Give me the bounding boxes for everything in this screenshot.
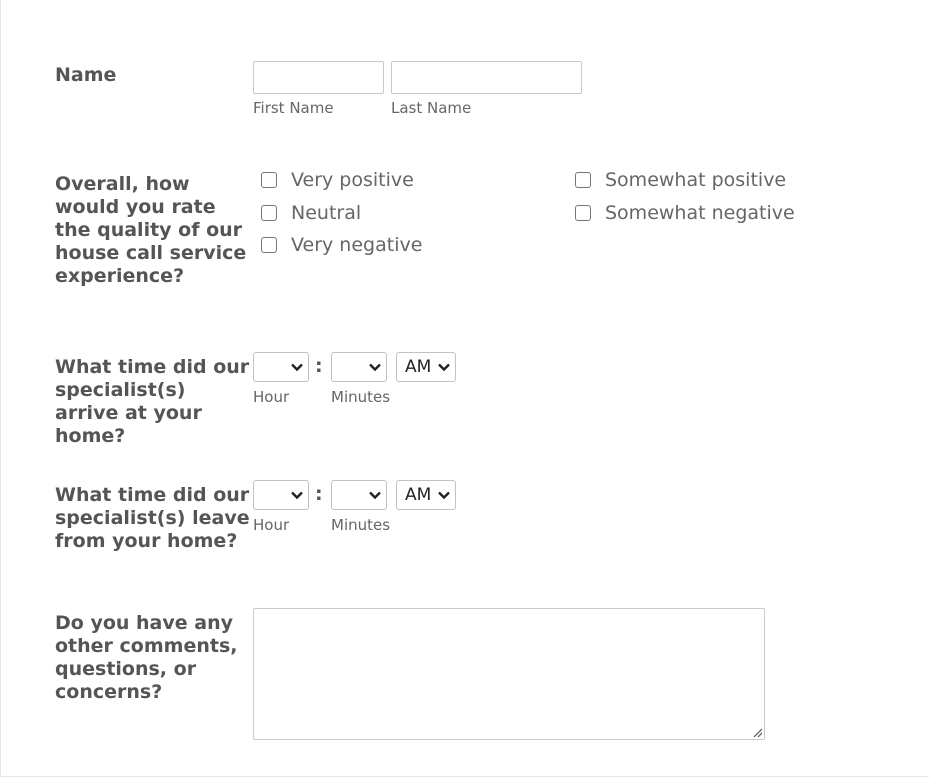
time-separator: : bbox=[315, 355, 323, 377]
arrival-ampm-select[interactable] bbox=[396, 352, 456, 382]
option-label: Neutral bbox=[291, 202, 362, 224]
arrival-minutes-sublabel: Minutes bbox=[331, 388, 391, 406]
checkbox[interactable] bbox=[575, 172, 591, 188]
rating-question-label: Overall, how would you rate the quality of our house call service experience? bbox=[55, 173, 247, 287]
checkbox[interactable] bbox=[261, 205, 277, 221]
chevron-down-icon bbox=[290, 360, 304, 374]
time-separator: : bbox=[315, 483, 323, 505]
arrival-time-label: What time did our specialist(s) arrive at your home? bbox=[55, 356, 250, 447]
first-name-sublabel: First Name bbox=[253, 99, 334, 117]
option-neutral[interactable] bbox=[261, 201, 361, 225]
checkbox[interactable] bbox=[261, 172, 277, 188]
option-somewhat-positive[interactable] bbox=[575, 168, 786, 192]
chevron-down-icon bbox=[368, 360, 382, 374]
selected-value: AM bbox=[405, 357, 432, 377]
chevron-down-icon bbox=[290, 488, 304, 502]
option-label: Somewhat positive bbox=[605, 169, 787, 191]
resize-grip-icon[interactable] bbox=[752, 727, 762, 737]
last-name-input[interactable] bbox=[391, 61, 582, 94]
last-name-sublabel: Last Name bbox=[391, 99, 472, 117]
comments-label: Do you have any other comments, questions, or concerns? bbox=[55, 612, 238, 703]
leave-hour-select[interactable] bbox=[253, 480, 309, 510]
leave-minutes-sublabel: Minutes bbox=[331, 516, 391, 534]
option-label: Very positive bbox=[291, 169, 414, 191]
arrival-hour-sublabel: Hour bbox=[253, 388, 290, 406]
option-very-negative[interactable] bbox=[261, 233, 422, 257]
chevron-down-icon bbox=[368, 488, 382, 502]
comments-textarea[interactable] bbox=[253, 608, 765, 740]
first-name-input[interactable] bbox=[253, 61, 384, 94]
option-label: Somewhat negative bbox=[605, 202, 795, 224]
option-label: Very negative bbox=[291, 234, 423, 256]
chevron-down-icon bbox=[437, 488, 451, 502]
name-label: Name bbox=[55, 64, 117, 86]
leave-ampm-select[interactable] bbox=[396, 480, 456, 510]
leave-time-label: What time did our specialist(s) leave from your home? bbox=[55, 484, 250, 552]
leave-hour-sublabel: Hour bbox=[253, 516, 290, 534]
chevron-down-icon bbox=[437, 360, 451, 374]
checkbox[interactable] bbox=[575, 205, 591, 221]
arrival-minutes-select[interactable] bbox=[331, 352, 387, 382]
selected-value: AM bbox=[405, 485, 432, 505]
option-very-positive[interactable] bbox=[261, 168, 414, 192]
arrival-hour-select[interactable] bbox=[253, 352, 309, 382]
option-somewhat-negative[interactable] bbox=[575, 201, 795, 225]
leave-minutes-select[interactable] bbox=[331, 480, 387, 510]
checkbox[interactable] bbox=[261, 237, 277, 253]
